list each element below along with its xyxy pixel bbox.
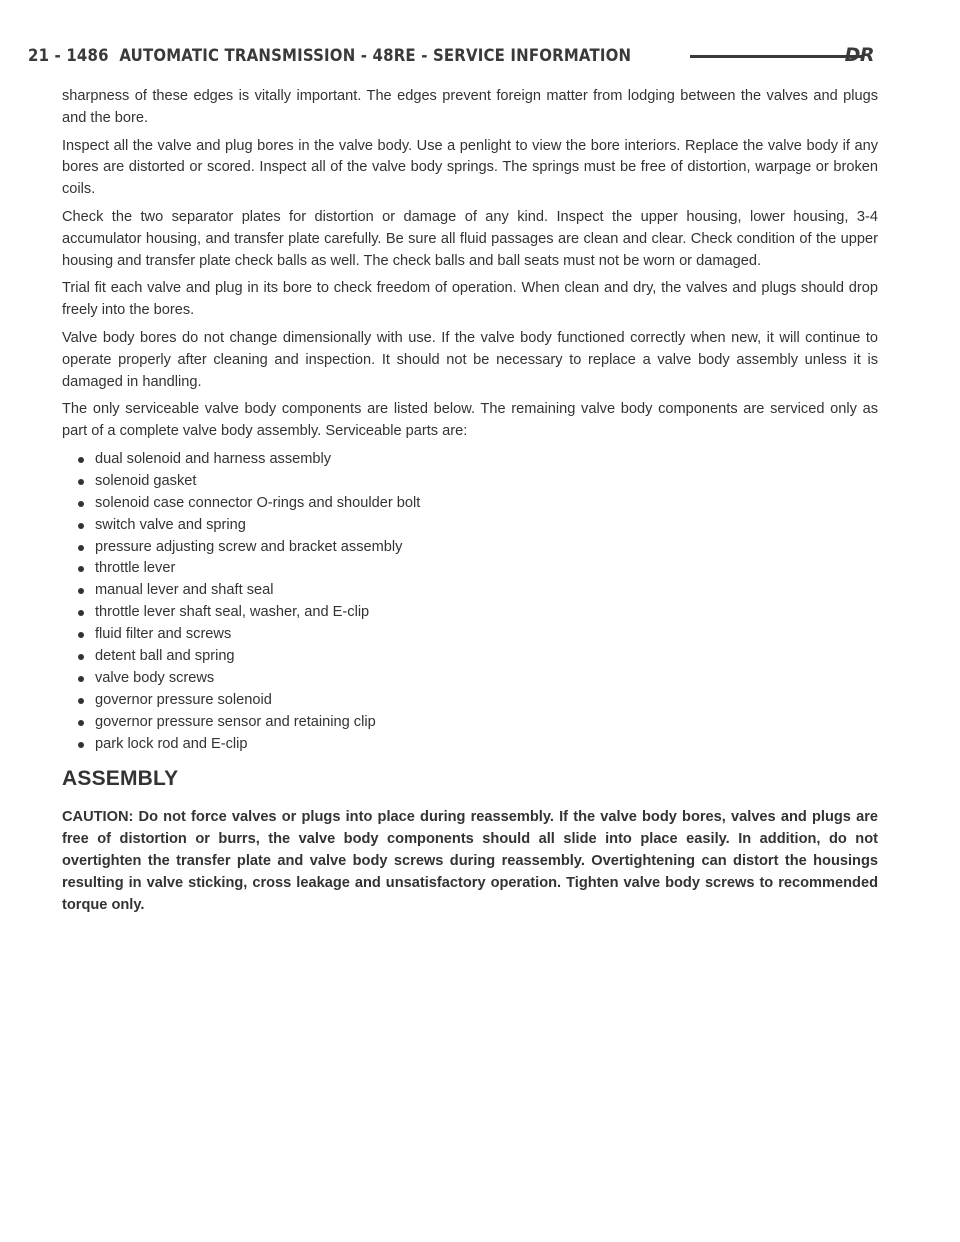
header-rule	[690, 55, 862, 58]
list-item	[62, 580, 878, 602]
list-item-text: throttle lever shaft seal, washer, and E-clip	[95, 604, 370, 621]
list-item	[62, 602, 878, 624]
list-item-text: solenoid case connector O-rings and shoulder bolt	[95, 494, 421, 511]
bullet-icon	[78, 479, 84, 485]
list-item-text: manual lever and shaft seal	[95, 582, 274, 599]
list-item	[62, 712, 878, 734]
list-item-text: solenoid gasket	[95, 472, 197, 489]
paragraph: Valve body bores do not change dimensionally with use. If the valve body functioned correctly when new, it will continue to operate properly after cleaning and inspection. It should not be necessary to replace a valve body assembly unless it is damaged in handling.	[62, 329, 878, 390]
list-item	[62, 646, 878, 668]
bullet-icon	[78, 566, 84, 572]
page-body	[62, 86, 878, 922]
page-header-text	[28, 46, 631, 66]
bullet-icon	[78, 545, 84, 551]
paragraph: Check the two separator plates for distortion or damage of any kind. Inspect the upper housing, lower housing, 3-4 accumulator housing, and transfer plate carefully. Be sure all fluid passages are clean and clear. Check condition of the upper housing and transfer plate check balls as well. The check balls and ball seats must not be worn or damaged.	[62, 208, 878, 269]
list-item-text: valve body screws	[95, 670, 215, 687]
list-item-text: dual solenoid and harness assembly	[95, 450, 332, 467]
paragraph: The only serviceable valve body components are listed below. The remaining valve body components are serviced only as part of a complete valve body assembly. Serviceable parts are:	[62, 401, 878, 440]
list-item-text: throttle lever	[95, 560, 176, 577]
bullet-icon	[78, 654, 84, 660]
paragraph: Trial fit each valve and plug in its bore to check freedom of operation. When clean and dry, the valves and plugs should drop freely into the bores.	[62, 280, 878, 319]
caution-text: CAUTION: Do not force valves or plugs into place during reassembly. If the valve body bores, valves and plugs are free of distortion or burrs, the valve body components should all slide into place easily. In addition, do not overtighten the transfer plate and valve body screws during reassembly. Overtightening can distort the housings resulting in valve sticking, cross leakage and unsatisfactory operation. Tighten valve body screws to recommended torque only.	[62, 809, 878, 913]
bullet-icon	[78, 676, 84, 682]
paragraph: sharpness of these edges is vitally important. The edges prevent foreign matter from lodging between the valves and plugs and the bore.	[62, 88, 878, 126]
list-item	[62, 493, 878, 515]
list-item	[62, 471, 878, 493]
list-item-text: pressure adjusting screw and bracket assembly	[95, 538, 403, 555]
section-title: AUTOMATIC TRANSMISSION - 48RE - SERVICE INFORMATION	[119, 46, 632, 66]
bullet-icon	[78, 610, 84, 616]
list-item	[62, 668, 878, 690]
section-heading: ASSEMBLY	[62, 766, 179, 790]
list-item	[62, 624, 878, 646]
bullet-icon	[78, 523, 84, 529]
list-item	[62, 734, 878, 756]
bullet-icon	[78, 742, 84, 748]
bullet-icon	[78, 698, 84, 704]
bullet-icon	[78, 720, 84, 726]
page-header	[28, 44, 878, 68]
list-item	[62, 449, 878, 471]
bullet-icon	[78, 501, 84, 507]
list-item-text: switch valve and spring	[95, 516, 246, 533]
list-item-text: fluid filter and screws	[95, 626, 232, 643]
serviceable-parts-list	[62, 449, 878, 756]
model-code: DR	[844, 44, 874, 66]
list-item-text: governor pressure solenoid	[95, 691, 272, 708]
bullet-icon	[78, 588, 84, 594]
paragraph: Inspect all the valve and plug bores in the valve body. Use a penlight to view the bore interiors. Replace the valve body if any bores are distorted or scored. Inspect all of the valve body springs. The springs must be free of distortion, warpage or broken coils.	[62, 137, 878, 198]
list-item	[62, 558, 878, 580]
bullet-icon	[78, 632, 84, 638]
list-item-text: governor pressure sensor and retaining clip	[95, 713, 376, 730]
list-item-text: detent ball and spring	[95, 648, 235, 665]
bullet-icon	[78, 457, 84, 463]
list-item	[62, 515, 878, 537]
page-number: 21 - 1486	[28, 46, 109, 66]
list-item	[62, 537, 878, 559]
list-item-text: park lock rod and E-clip	[95, 735, 248, 752]
list-item	[62, 690, 878, 712]
